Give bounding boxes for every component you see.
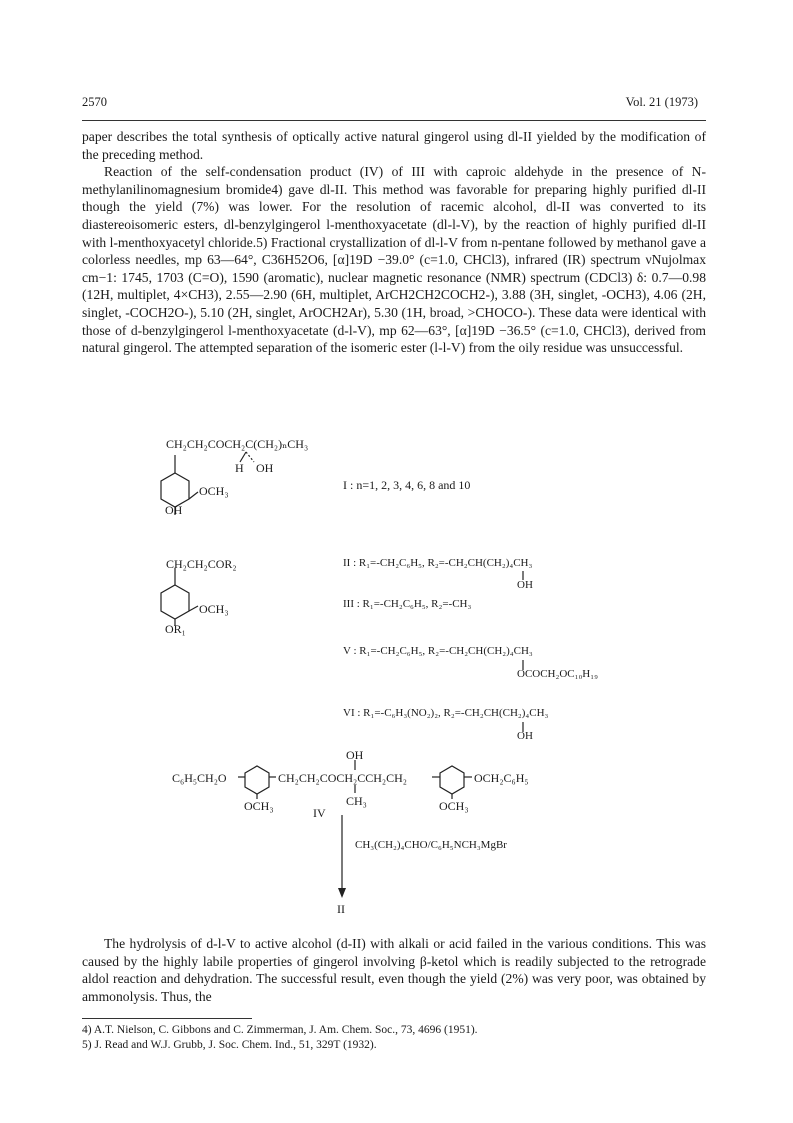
ring-structure-2 [161,585,189,619]
compound-VI-line: VI : R₁=-C₆H₃(NO₂)₂, R₂=-CH₂CH(CH₂)₄CH₃ [343,707,549,719]
compound-V-line: V : R₁=-CH₂C₆H₅, R₂=-CH₂CH(CH₂)₄CH₃ [343,645,533,657]
compound-VI-oh: OH [517,730,533,742]
s2-or1: OR₁ [165,622,186,636]
product-label: II [337,902,345,916]
ring-structure-IV-right [440,766,464,794]
s1-h: H [235,461,244,475]
s2-chain: CH₂CH₂COR₂ [166,557,237,571]
s1-oh: OH [256,461,274,475]
compound-V-sub: OCOCH₂OC₁₀H₁₉ [517,668,598,680]
IV-och3-right: OCH₃ [439,799,469,813]
s1-ring-oh: OH [165,503,183,517]
compound-II-line: II : R₁=-CH₂C₆H₅, R₂=-CH₂CH(CH₂)₄CH₃ [343,557,533,569]
paragraph-1: paper describes the total synthesis of optically active natural gingerol using dl-II yielded by the modification of the preceding method. [82,129,706,162]
s2-och3: OCH₃ [199,602,229,616]
paragraph-3: The hydrolysis of d-l-V to active alcohol (d-II) with alkali or acid failed in the various conditions. This was caused by the highly labile properties of gingerol involving β-ketol which is readily subjected to the retrograde aldol reaction and dehydration. The successful result, even though the yield (2%) was very poor, was obtained by ammonolysis. Thus, the [82,936,706,1004]
footnote-5: 5) J. Read and W.J. Grubb, J. Soc. Chem. Ind., 51, 329T (1932). [82,1039,377,1051]
reagent-label: CH₃(CH₂)₄CHO/C₆H₅NCH₃MgBr [355,839,507,851]
footnote-4: 4) A.T. Nielson, C. Gibbons and C. Zimmerman, J. Am. Chem. Soc., 73, 4696 (1951). [82,1024,478,1036]
IV-mid: CH₂CH₂COCH₂CCH₂CH₂ [278,771,407,785]
IV-right: OCH₂C₆H₅ [474,771,529,785]
footnote-rule [82,1018,252,1019]
footnotes [82,1023,478,1053]
compound-IV-label: IV [313,806,326,820]
ring-structure-1 [161,473,189,507]
IV-och3-left: OCH₃ [244,799,274,813]
s1-och3: OCH₃ [199,484,229,498]
IV-ch3: CH₃ [346,794,367,808]
compound-II-oh: OH [517,579,533,591]
paragraph-2: Reaction of the self-condensation product (IV) of III with caproic aldehyde in the presence of N-methylanilinomagnesium bromide4) gave dl-II. This method was favorable for preparing highly purified dl-II though the yield (7%) was lower. For the resolution of racemic alcohol, dl-II was converted to its diastereoisomeric esters, dl-benzylgingerol l-menthoxyacetate (dl-l-V), by the reaction of highly purified dl-II with l-menthoxyacetyl chloride.5) Fractional crystallization of dl-l-V from n-pentane followed by methanol gave a colorless needles, mp 63—64°, C36H52O6, [α]19D −39.0° (c=1.0, CHCl3), infrared (IR) spectrum νNujolmax cm−1: 1745, 1703 (C=O), 1590 (aromatic), nuclear magnetic resonance (NMR) spectrum (CDCl3) δ: 0.7—0.98 (12H, multiplet, 4×CH3), 2.55—2.90 (6H, multiplet, ArCH2CH2COCH2-), 3.88 (3H, singlet, -OCH3), 4.06 (2H, singlet, -COCH2O-), 5.10 (2H, singlet, ArOCH2Ar), 5.30 (1H, broad, >CHOCO-). These data were identical with those of d-benzylgingerol l-menthoxyacetate (d-l-V), mp 62—63°, [α]19D −36.5° (c=1.0, CHCl3), derived from natural gingerol. The attempted separation of the isomeric ester (l-l-V) from the oily residue was unsuccessful. [82,164,706,356]
s1-chain: CH₂CH₂COCH₂C(CH₂)ₙCH₃ [166,437,309,451]
journal-volume: Vol. 21 (1973) [625,95,698,109]
body-text-bottom [82,935,706,1005]
compound-I-label: I : n=1, 2, 3, 4, 6, 8 and 10 [343,478,471,492]
compound-III-line: III : R₁=-CH₂C₆H₅, R₂=-CH₃ [343,598,472,610]
page-number: 2570 [82,95,107,109]
IV-top-oh: OH [346,748,364,762]
ring-structure-IV-left [245,766,269,794]
IV-left: C₆H₅CH₂O [172,771,227,785]
